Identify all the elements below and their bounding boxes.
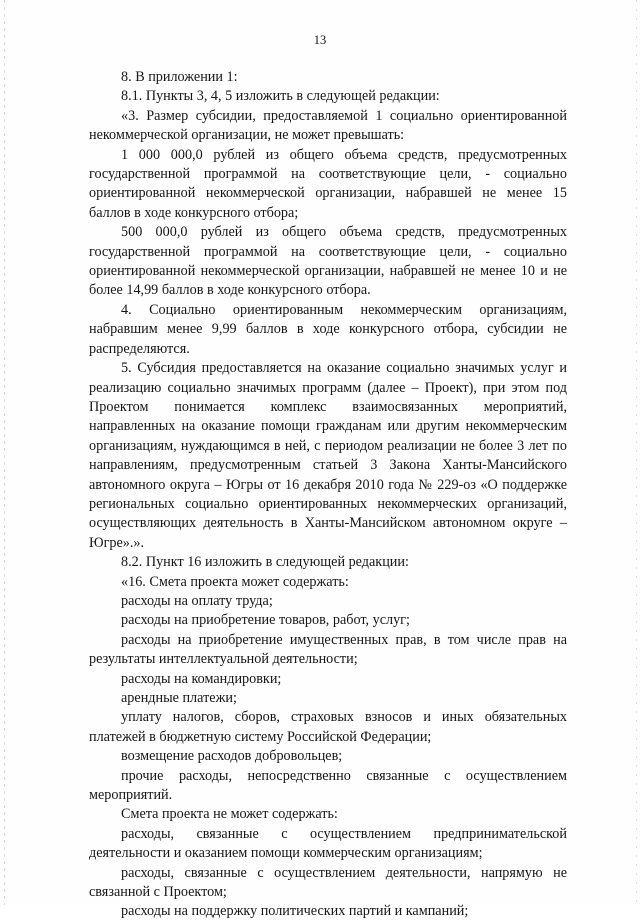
paragraph: возмещение расходов добровольцев;: [121, 748, 343, 765]
paragraph: 4. Социально ориентированным некоммерческим организациям, набравшим менее 9,99 баллов в ходе конкурсного отбора, субсидии не распределяются.: [89, 301, 567, 357]
paragraph: 5. Субсидия предоставляется на оказание социально значимых услуг и реализацию социально значимых программ (далее – Проект), при этом под Проектом понимается комплекс взаимосвязанных мероприятий, направленных на оказание помощи гражданам или другим некоммерческим организациям, нуждающимся в ней, с периодом реализации не более 3 лет по направлениям, предусмотренным статьей 3 Закона Ханты-Мансийского автономного округа – Югры от 16 декабря 2010 года № 229-оз «О поддержке региональных социально ориентированных некоммерческих организаций, осуществляющих деятельность в Ханты-Мансийском автономном округе – Югре».».: [89, 360, 567, 551]
paragraph: расходы на поддержку политических партий и кампаний;: [121, 903, 469, 920]
page-number: 13: [313, 33, 327, 47]
paragraph: 8.2. Пункт 16 изложить в следующей редакции:: [121, 554, 409, 571]
paragraph: расходы на приобретение товаров, работ, услуг;: [121, 612, 410, 629]
paragraph: расходы, связанные с осуществлением деятельности, напрямую не связанной с Проектом;: [89, 864, 567, 901]
paragraph: 1 000 000,0 рублей из общего объема средств, предусмотренных государственной программой на соответствующие цели, - социально ориентированной некоммерческой организации, набравшей не менее 15 баллов в ходе конкурсного отбора;: [89, 146, 567, 221]
scan-edge-right: [636, 0, 637, 905]
paragraph: 8.1. Пункты 3, 4, 5 изложить в следующей редакции:: [121, 88, 440, 105]
scan-edge-left: [4, 0, 5, 905]
paragraph: расходы на командировки;: [121, 670, 282, 687]
paragraph: уплату налогов, сборов, страховых взносов и иных обязательных платежей в бюджетную систему Российской Федерации;: [89, 709, 567, 745]
paragraph: «3. Размер субсидии, предоставляемой 1 социально ориентированной некоммерческой организации, не может превышать:: [89, 107, 567, 144]
paragraph: расходы на оплату труда;: [121, 592, 273, 609]
paragraph: арендные платежи;: [121, 690, 237, 706]
paragraph: прочие расходы, непосредственно связанные с осуществлением мероприятий.: [89, 767, 567, 804]
paragraph: расходы, связанные с осуществлением предпринимательской деятельности и оказанием помощи коммерческим организациям;: [89, 825, 567, 862]
paragraph: расходы на приобретение имущественных прав, в том числе прав на результаты интеллектуальной деятельности;: [89, 631, 567, 668]
paragraph: «16. Смета проекта может содержать:: [121, 573, 349, 590]
paragraph: 8. В приложении 1:: [121, 69, 238, 85]
document-body: [89, 68, 567, 922]
paragraph: 500 000,0 рублей из общего объема средств, предусмотренных государственной программой на соответствующие цели, - социально ориентированной некоммерческой организации, набравшей не менее 10 и не более 14,99 баллов в ходе конкурсного отбора.: [89, 224, 567, 299]
paragraph: Смета проекта не может содержать:: [121, 806, 338, 823]
